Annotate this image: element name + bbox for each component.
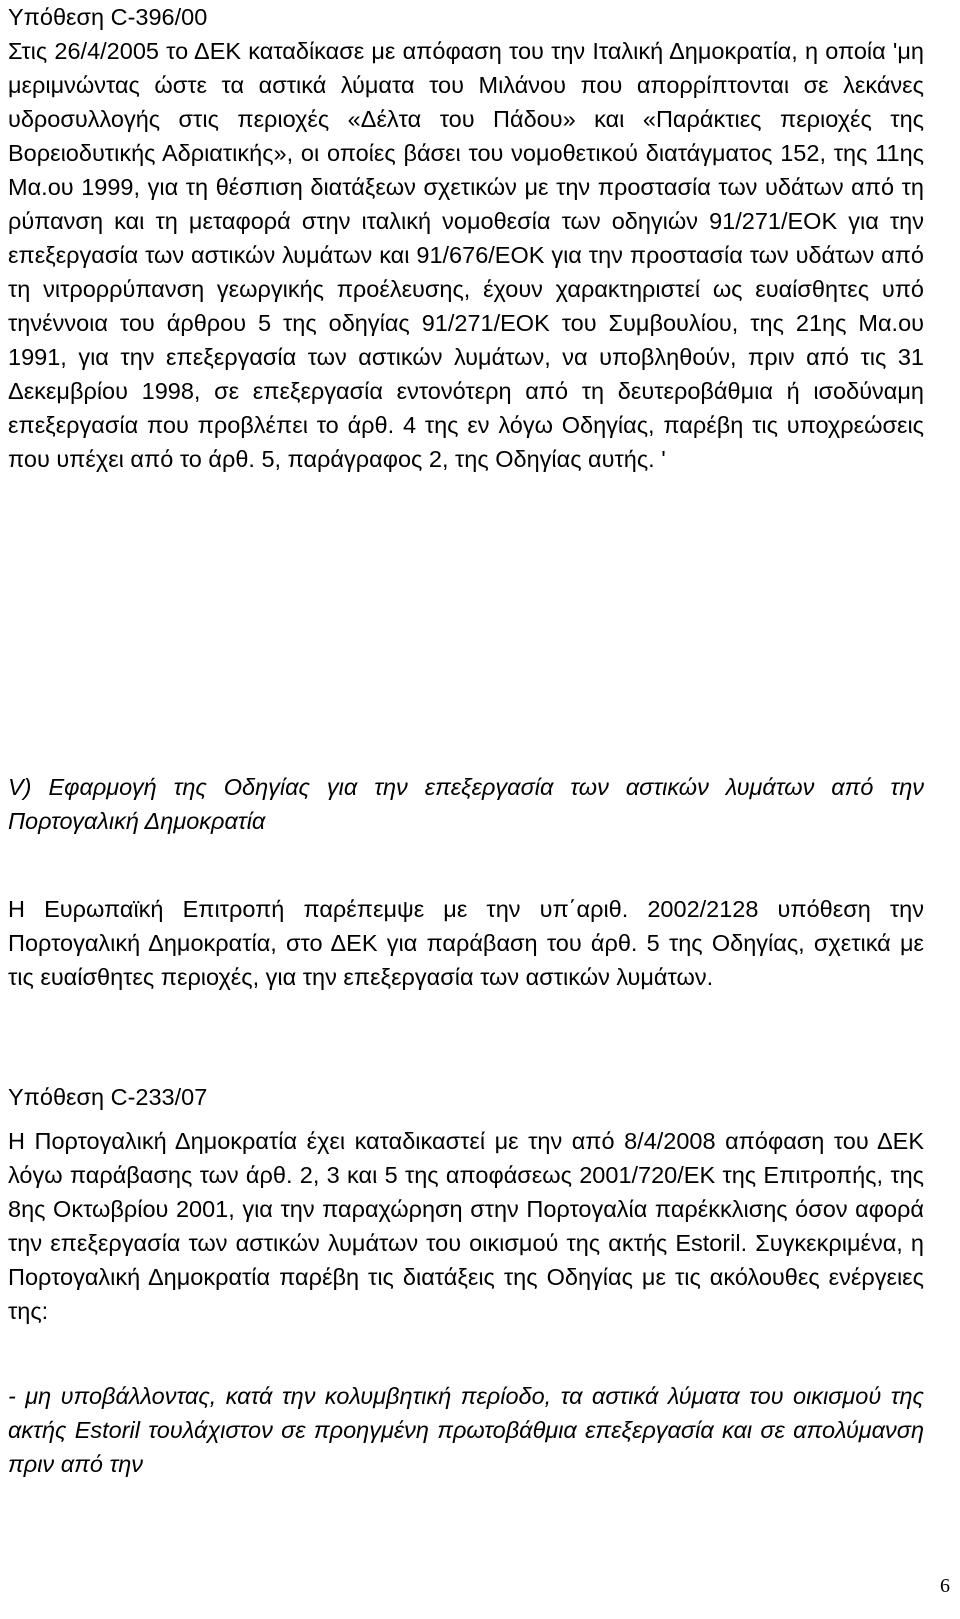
violation-list-item: - μη υποβάλλοντας, κατά την κολυμβητική περίοδο, τα αστικά λύματα του οικισμού της ακτής Estoril τουλάχιστον σε προηγμένη πρωτοβάθμια επεξεργασία και σε απολύμανση πριν από την xyxy=(8,1383,924,1477)
commission-referral-paragraph: Η Ευρωπαϊκή Επιτροπή παρέπεμψε με την υπ΄αριθ. 2002/2128 υπόθεση την Πορτογαλική Δημοκρατία, στο ΔΕΚ για παράβαση του άρθ. 5 της Οδηγίας, σχετικά με τις ευαίσθητες περιοχές, για την επεξεργασία των αστικών λυμάτων. xyxy=(8,896,924,990)
case-c-233-07-paragraph: Η Πορτογαλική Δημοκρατία έχει καταδικαστεί με την από 8/4/2008 απόφαση του ΔΕΚ λόγω παράβασης των άρθ. 2, 3 και 5 της αποφάσεως 2001/720/ΕΚ της Επιτροπής, της 8ης Οκτωβρίου 2001, για την παραχώρηση στην Πορτογαλία παρέκκλισης όσον αφορά την επεξεργασία των αστικών λυμάτων του οικισμού της ακτής Estoril. Συγκεκριμένα, η Πορτογαλική Δημοκρατία παρέβη τις διατάξεις της Οδηγίας με τις ακόλουθες ενέργειες της: xyxy=(8,1128,924,1324)
case-heading-c-233-07: Υπόθεση C-233/07 xyxy=(8,1084,208,1110)
case-c-396-00-paragraph: Στις 26/4/2005 το ΔΕΚ καταδίκασε με απόφαση του την Ιταλική Δημοκρατία, η οποία 'μη μεριμνώντας ώστε τα αστικά λύματα του Μιλάνου που απορρίπτονται σε λεκάνες υδροσυλλογής στις περιοχές «Δέλτα του Πάδου» και «Παράκτιες περιοχές της Βορειοδυτικής Αδριατικής», οι οποίες βάσει του νομοθετικού διατάγματος 152, της 11ης Μα.ου 1999, για τη θέσπιση διατάξεων σχετικών με την προστασία των υδάτων από τη ρύπανση και τη μεταφορά στην ιταλική νομοθεσία των οδηγιών 91/271/ΕΟΚ για την επεξεργασία των αστικών λυμάτων και 91/676/ΕΟΚ για την προστασία των υδάτων από τη νιτρορρύπανση γεωργικής προέλευσης, έχουν χαρακτηριστεί ως ευαίσθητες υπό τηνέννοια του άρθρου 5 της οδηγίας 91/271/ΕΟΚ του Συμβουλίου, της 21ης Μα.ου 1991, για την επεξεργασία των αστικών λυμάτων, να υποβληθούν, πριν από τις 31 Δεκεμβρίου 1998, σε επεξεργασία εντονότερη από τη δευτεροβάθμια ή ισοδύναμη επεξεργασία που προβλέπει το άρθ. 4 της εν λόγω Οδηγίας, παρέβη τις υποχρεώσεις που υπέχει από το άρθ. 5, παράγραφος 2, της Οδηγίας αυτής. ' xyxy=(8,38,924,472)
page-number: 6 xyxy=(940,1575,950,1597)
case-heading-c-396-00: Υπόθεση C-396/00 xyxy=(8,4,208,30)
document-page xyxy=(8,0,924,1619)
section-heading-portugal: V) Εφαρμογή της Οδηγίας για την επεξεργασία των αστικών λυμάτων από την Πορτογαλική Δημοκρατία xyxy=(8,774,924,834)
